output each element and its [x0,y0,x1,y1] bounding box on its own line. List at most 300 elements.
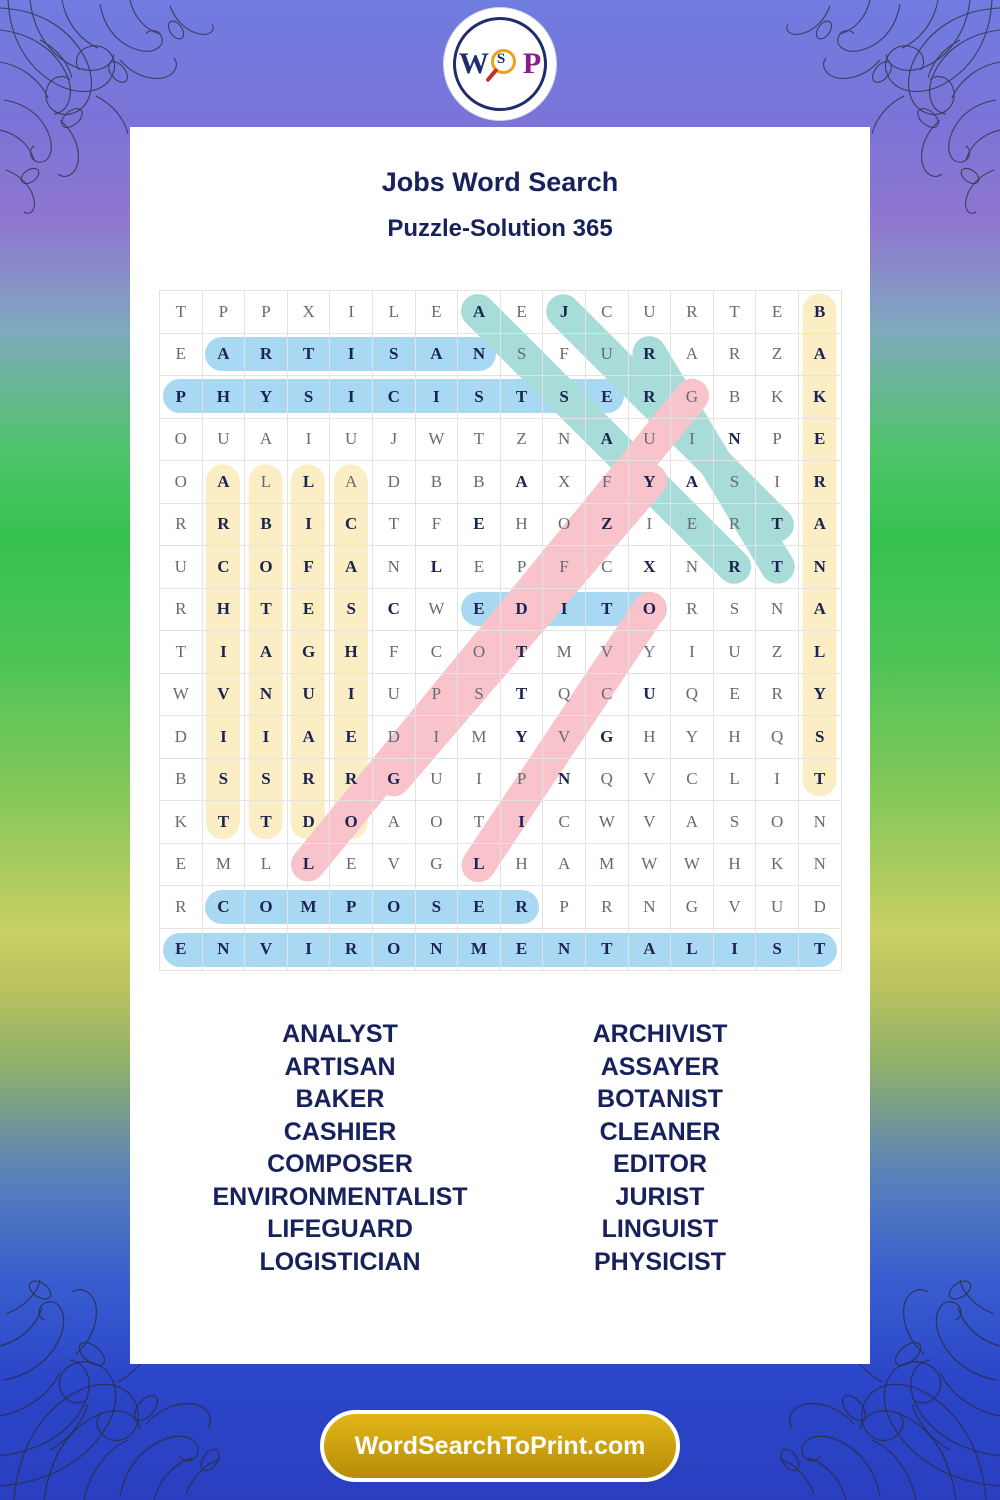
grid-cell: Q [756,716,799,759]
grid-cell: R [713,546,756,589]
word-list-item: ENVIRONMENTALIST [212,1182,468,1211]
grid-cell: V [245,928,288,971]
grid-cell: Q [543,673,586,716]
grid-cell: V [713,886,756,929]
grid-cell: Q [585,758,628,801]
grid-cell: U [756,886,799,929]
grid-cell: E [160,333,203,376]
grid-row [160,461,842,504]
grid-cell: Y [798,673,841,716]
grid-cell: L [245,843,288,886]
grid-cell: I [330,673,373,716]
grid-cell: U [372,673,415,716]
grid-cell: E [671,503,714,546]
grid-cell: G [671,376,714,419]
grid-cell: I [202,716,245,759]
grid-cell: A [671,461,714,504]
grid-cell: H [202,376,245,419]
grid-cell: E [713,673,756,716]
grid-cell: A [202,333,245,376]
grid-cell: E [798,418,841,461]
grid-cell: O [330,801,373,844]
grid-cell: S [713,588,756,631]
grid-cell: F [287,546,330,589]
grid-cell: C [585,673,628,716]
grid-cell: E [458,588,501,631]
grid-cell: Z [756,333,799,376]
grid-cell: R [500,886,543,929]
grid-cell: P [245,291,288,334]
grid-cell: N [798,843,841,886]
grid-cell: R [713,503,756,546]
grid-row [160,843,842,886]
grid-cell: S [415,886,458,929]
grid-cell: R [671,291,714,334]
grid-cell: B [798,291,841,334]
grid-cell: P [756,418,799,461]
grid-cell: C [202,546,245,589]
grid-cell: I [330,333,373,376]
grid-cell: U [415,758,458,801]
grid-cell: I [756,758,799,801]
grid-cell: R [798,461,841,504]
grid-cell: E [585,376,628,419]
grid-cell: E [458,503,501,546]
grid-cell: R [160,886,203,929]
logo-letter-w: W [458,47,489,80]
grid-cell: M [287,886,330,929]
grid-cell: A [671,801,714,844]
grid-cell: A [798,503,841,546]
grid-cell: A [628,928,671,971]
grid-cell: L [798,631,841,674]
grid-row [160,376,842,419]
grid-cell: I [415,716,458,759]
word-list-item: COMPOSER [267,1150,413,1178]
grid-cell: C [372,376,415,419]
grid-cell: U [202,418,245,461]
grid-cell: T [500,376,543,419]
grid-cell: V [202,673,245,716]
grid-cell: C [202,886,245,929]
grid-cell: N [458,333,501,376]
grid-cell: Y [500,716,543,759]
page-subtitle: Puzzle-Solution 365 [387,215,613,242]
grid-cell: X [628,546,671,589]
grid-cell: W [585,801,628,844]
grid-cell: S [245,758,288,801]
grid-row [160,588,842,631]
grid-cell: S [713,801,756,844]
word-list-item: BAKER [295,1085,385,1113]
grid-cell: A [585,418,628,461]
grid-cell: R [713,333,756,376]
puzzle-grid [159,290,842,971]
grid-cell: Y [671,716,714,759]
word-list [180,1018,820,1278]
grid-row [160,928,842,971]
grid-cell: T [287,333,330,376]
grid-cell: Y [628,631,671,674]
grid-cell: S [287,376,330,419]
grid-cell: A [798,333,841,376]
grid-cell: N [245,673,288,716]
grid-cell: J [372,418,415,461]
grid-cell: O [160,418,203,461]
grid-cell: N [372,546,415,589]
grid-cell: A [330,546,373,589]
grid-cell: I [287,503,330,546]
grid-cell: E [415,291,458,334]
grid-cell: D [500,588,543,631]
grid-cell: A [245,631,288,674]
grid-cell: W [628,843,671,886]
grid-row [160,716,842,759]
grid-cell: I [628,503,671,546]
grid-cell: Z [756,631,799,674]
grid-cell: S [330,588,373,631]
grid-cell: I [330,291,373,334]
grid-cell: T [500,631,543,674]
grid-cell: H [713,716,756,759]
grid-cell: F [415,503,458,546]
grid-cell: D [372,716,415,759]
grid-cell: T [798,928,841,971]
grid-cell: W [415,588,458,631]
grid-cell: A [671,333,714,376]
logo-letter-s: S [496,51,506,67]
grid-cell: V [372,843,415,886]
grid-cell: L [671,928,714,971]
grid-cell: A [202,461,245,504]
grid-cell: R [330,928,373,971]
grid-cell: S [202,758,245,801]
grid-cell: O [756,801,799,844]
grid-cell: T [160,631,203,674]
grid-cell: O [160,461,203,504]
grid-cell: R [160,588,203,631]
grid-cell: D [372,461,415,504]
magnifier-icon [491,49,521,79]
grid-row [160,418,842,461]
grid-cell: G [671,886,714,929]
grid-cell: C [671,758,714,801]
grid-cell: L [287,843,330,886]
grid-cell: M [585,843,628,886]
grid-row [160,801,842,844]
grid-cell: F [585,461,628,504]
grid-cell: O [415,801,458,844]
grid-cell: G [585,716,628,759]
word-list-item: CLEANER [599,1117,721,1146]
grid-cell: S [543,376,586,419]
site-logo [444,8,556,120]
grid-cell: L [458,843,501,886]
word-list-item: ARCHIVIST [592,1020,728,1048]
grid-cell: O [458,631,501,674]
grid-cell: I [756,461,799,504]
grid-cell: I [500,801,543,844]
grid-cell: O [628,588,671,631]
grid-cell: E [330,843,373,886]
grid-cell: P [160,376,203,419]
grid-cell: W [160,673,203,716]
grid-cell: R [160,503,203,546]
grid-cell: S [713,461,756,504]
grid-cell: S [372,333,415,376]
grid-cell: A [543,843,586,886]
word-list-item: JURIST [615,1182,705,1211]
grid-cell: B [160,758,203,801]
word-list-item: LOGISTICIAN [259,1247,421,1276]
grid-cell: S [458,376,501,419]
grid-row [160,503,842,546]
grid-cell: A [330,461,373,504]
grid-cell: E [458,886,501,929]
grid-row [160,673,842,716]
grid-cell: H [202,588,245,631]
grid-cell: O [245,886,288,929]
grid-cell: N [543,418,586,461]
grid-cell: N [543,928,586,971]
grid-cell: R [287,758,330,801]
grid-cell: K [160,801,203,844]
grid-cell: M [458,928,501,971]
grid-cell: A [372,801,415,844]
grid-cell: F [372,631,415,674]
grid-cell: T [756,546,799,589]
grid-cell: V [628,801,671,844]
grid-cell: I [287,928,330,971]
grid-cell: D [287,801,330,844]
puzzle-page [130,127,870,1364]
grid-cell: L [287,461,330,504]
grid-cell: D [798,886,841,929]
grid-cell: T [458,801,501,844]
grid-cell: S [798,716,841,759]
grid-cell: A [458,291,501,334]
grid-cell: G [415,843,458,886]
grid-cell: R [202,503,245,546]
word-list-item: EDITOR [613,1150,707,1178]
grid-cell: S [756,928,799,971]
word-list-item: CASHIER [283,1117,397,1146]
grid-cell: B [415,461,458,504]
grid-cell: U [628,418,671,461]
grid-cell: G [287,631,330,674]
grid-cell: Y [628,461,671,504]
grid-cell: N [671,546,714,589]
grid-cell: R [245,333,288,376]
word-list-right [500,1018,820,1278]
grid-cell: C [330,503,373,546]
grid-cell: Q [671,673,714,716]
grid-cell: L [415,546,458,589]
grid-cell: X [543,461,586,504]
word-list-item: ANALYST [282,1020,398,1048]
grid-cell: M [458,716,501,759]
grid-cell: B [713,376,756,419]
grid-cell: U [330,418,373,461]
grid-cell: T [756,503,799,546]
grid-cell: R [330,758,373,801]
word-list-item: ARTISAN [284,1052,396,1081]
grid-cell: D [160,716,203,759]
page-title: Jobs Word Search [381,167,619,197]
word-list-item: LINGUIST [601,1215,719,1243]
grid-cell: T [713,291,756,334]
grid-cell: B [458,461,501,504]
grid-cell: T [245,801,288,844]
footer-button[interactable] [320,1410,680,1482]
grid-cell: C [543,801,586,844]
grid-cell: A [500,461,543,504]
grid-cell: E [160,928,203,971]
logo-badge [453,17,547,111]
grid-cell: C [372,588,415,631]
grid-row [160,758,842,801]
grid-cell: S [458,673,501,716]
grid-cell: V [543,716,586,759]
grid-cell: H [500,503,543,546]
word-list-item: ASSAYER [600,1052,720,1081]
grid-row [160,333,842,376]
puzzle-grid-wrapper [159,290,841,971]
grid-cell: W [671,843,714,886]
logo-letter-p: P [522,47,542,80]
grid-cell: I [543,588,586,631]
grid-cell: T [458,418,501,461]
grid-cell: U [287,673,330,716]
grid-cell: M [543,631,586,674]
footer-label: WordSearchToPrint.com [354,1431,646,1460]
grid-cell: I [671,418,714,461]
grid-cell: H [330,631,373,674]
grid-row [160,546,842,589]
grid-cell: Z [585,503,628,546]
grid-cell: E [160,843,203,886]
grid-cell: T [372,503,415,546]
grid-cell: E [287,588,330,631]
grid-cell: P [330,886,373,929]
grid-cell: M [202,843,245,886]
grid-cell: C [585,546,628,589]
grid-cell: A [287,716,330,759]
grid-cell: Y [245,376,288,419]
grid-cell: V [628,758,671,801]
grid-cell: C [415,631,458,674]
grid-cell: O [372,928,415,971]
grid-cell: R [756,673,799,716]
grid-cell: C [585,291,628,334]
grid-cell: U [628,291,671,334]
grid-cell: E [500,928,543,971]
grid-cell: R [585,886,628,929]
grid-cell: R [628,376,671,419]
grid-cell: N [713,418,756,461]
grid-cell: T [500,673,543,716]
grid-cell: K [756,376,799,419]
grid-cell: P [500,758,543,801]
grid-cell: I [287,418,330,461]
grid-cell: N [415,928,458,971]
grid-cell: E [756,291,799,334]
grid-cell: E [500,291,543,334]
grid-cell: H [713,843,756,886]
grid-cell: U [713,631,756,674]
grid-cell: U [160,546,203,589]
grid-cell: G [372,758,415,801]
grid-cell: F [543,333,586,376]
grid-cell: L [372,291,415,334]
grid-cell: O [245,546,288,589]
grid-cell: V [585,631,628,674]
grid-row [160,886,842,929]
grid-cell: I [330,376,373,419]
grid-cell: N [798,546,841,589]
grid-cell: E [330,716,373,759]
grid-cell: N [756,588,799,631]
grid-cell: L [713,758,756,801]
grid-row [160,291,842,334]
grid-cell: W [415,418,458,461]
grid-cell: S [500,333,543,376]
grid-cell: I [671,631,714,674]
grid-cell: X [287,291,330,334]
grid-cell: P [500,546,543,589]
grid-cell: Z [500,418,543,461]
grid-cell: T [585,928,628,971]
grid-cell: I [202,631,245,674]
grid-cell: N [628,886,671,929]
grid-cell: H [500,843,543,886]
grid-cell: I [458,758,501,801]
grid-cell: K [756,843,799,886]
grid-cell: R [671,588,714,631]
word-list-left [180,1018,500,1278]
grid-cell: I [245,716,288,759]
grid-cell: H [628,716,671,759]
grid-cell: L [245,461,288,504]
grid-cell: B [245,503,288,546]
grid-cell: I [713,928,756,971]
grid-cell: F [543,546,586,589]
grid-cell: U [585,333,628,376]
grid-cell: A [798,588,841,631]
grid-cell: T [160,291,203,334]
grid-cell: N [202,928,245,971]
grid-cell: P [202,291,245,334]
grid-cell: N [798,801,841,844]
grid-cell: U [628,673,671,716]
grid-cell: R [628,333,671,376]
grid-cell: A [245,418,288,461]
grid-cell: P [415,673,458,716]
grid-cell: T [798,758,841,801]
grid-cell: O [372,886,415,929]
grid-cell: A [415,333,458,376]
grid-cell: P [543,886,586,929]
grid-cell: N [543,758,586,801]
grid-cell: T [245,588,288,631]
grid-cell: I [415,376,458,419]
grid-cell: T [585,588,628,631]
grid-cell: J [543,291,586,334]
word-list-item: PHYSICIST [594,1247,726,1276]
grid-cell: E [458,546,501,589]
grid-cell: K [798,376,841,419]
word-list-item: BOTANIST [597,1085,723,1113]
